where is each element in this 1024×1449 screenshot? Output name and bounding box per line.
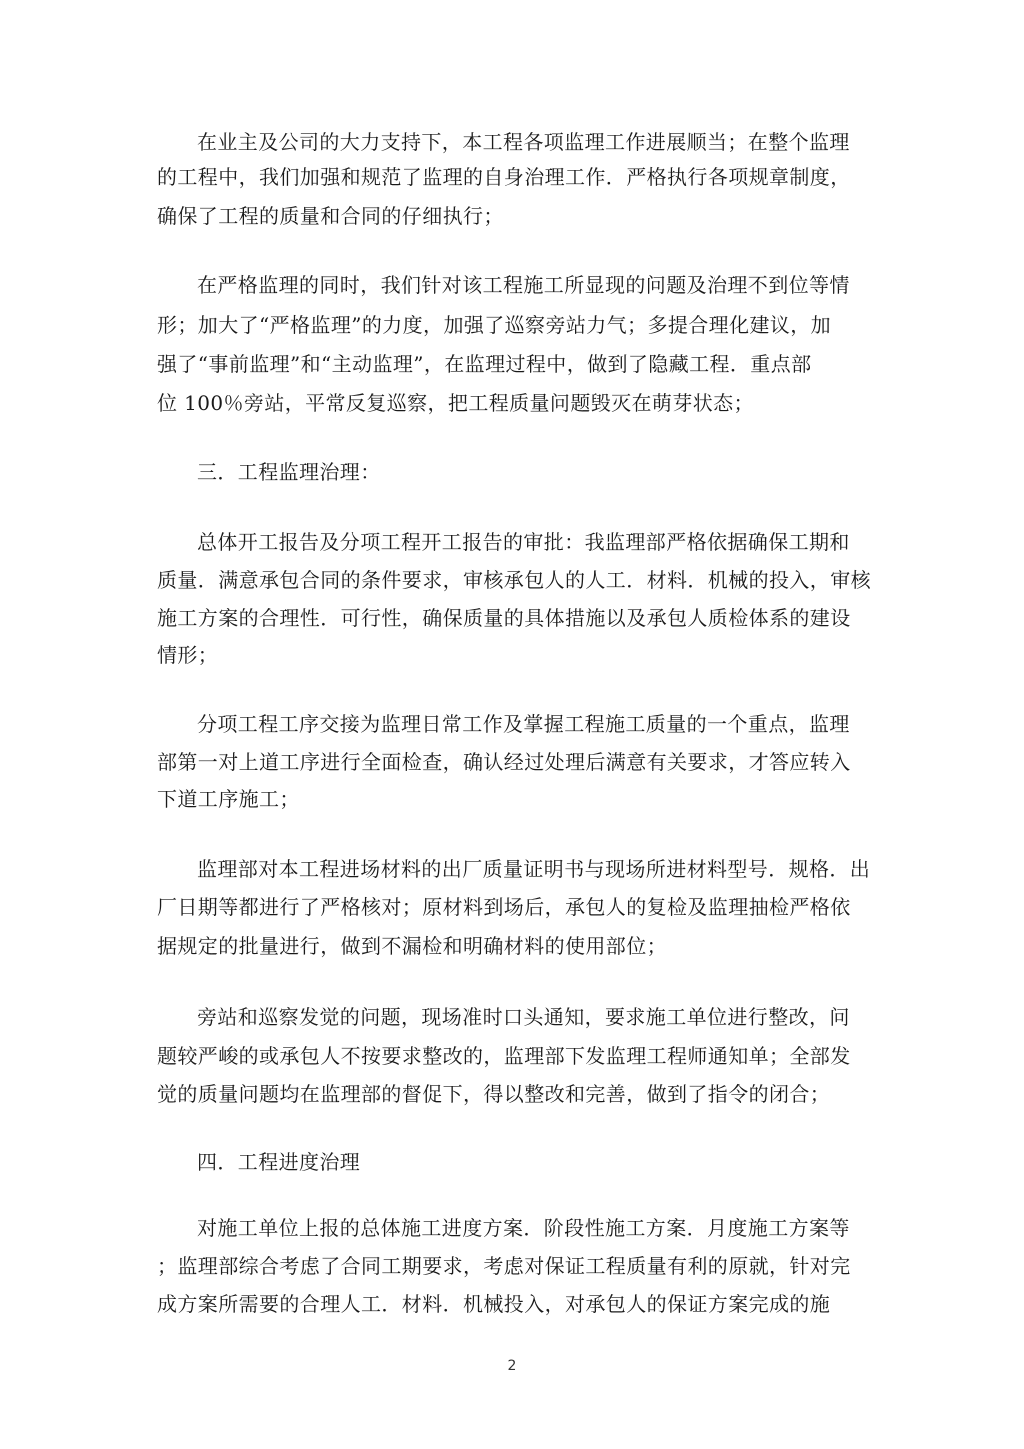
paragraph-5-line-1: 分项工程工序交接为监理日常工作及掌握工程施工质量的一个重点，监理	[197, 712, 850, 736]
paragraph-4-line-1: 总体开工报告及分项工程开工报告的审批：我监理部严格依据确保工期和	[197, 530, 850, 554]
paragraph-6-line-1: 监理部对本工程进场材料的出厂质量证明书与现场所进材料型号．规格．出	[197, 857, 871, 881]
page-number: 2	[507, 1358, 517, 1374]
section-heading-3: 三．工程监理治理：	[197, 460, 381, 484]
paragraph-4-line-4: 情形；	[157, 643, 219, 667]
paragraph-2-line-3: 强了“事前监理”和“主动监理”，在监理过程中，做到了隐藏工程．重点部	[157, 352, 812, 376]
paragraph-9-line-1: 对施工单位上报的总体施工进度方案．阶段性施工方案．月度施工方案等	[197, 1216, 850, 1240]
paragraph-2-line-1: 在严格监理的同时，我们针对该工程施工所显现的问题及治理不到位等情	[197, 273, 850, 297]
paragraph-9-line-2: ；监理部综合考虑了合同工期要求，考虑对保证工程质量有利的原就，针对完	[157, 1254, 851, 1278]
paragraph-2-line-2: 形；加大了“严格监理”的力度，加强了巡察旁站力气；多提合理化建议，加	[157, 313, 832, 337]
paragraph-4-line-2: 质量．满意承包合同的条件要求，审核承包人的人工．材料．机械的投入，审核	[157, 568, 871, 592]
paragraph-6-line-2: 厂日期等都进行了严格核对；原材料到场后，承包人的复检及监理抽检严格依	[157, 895, 851, 919]
paragraph-1-line-3: 确保了工程的质量和合同的仔细执行；	[157, 204, 504, 228]
paragraph-7-line-1: 旁站和巡察发觉的问题，现场准时口头通知，要求施工单位进行整改，问	[197, 1005, 850, 1029]
paragraph-4-line-3: 施工方案的合理性．可行性，确保质量的具体措施以及承包人质检体系的建设	[157, 606, 851, 630]
paragraph-7-line-3: 觉的质量问题均在监理部的督促下，得以整改和完善，做到了指令的闭合；	[157, 1082, 831, 1106]
paragraph-9-line-3: 成方案所需要的合理人工．材料．机械投入，对承包人的保证方案完成的施	[157, 1292, 831, 1316]
paragraph-7-line-2: 题较严峻的或承包人不按要求整改的，监理部下发监理工程师通知单；全部发	[157, 1044, 851, 1068]
paragraph-1-line-2: 的工程中，我们加强和规范了监理的自身治理工作．严格执行各项规章制度，	[157, 165, 851, 189]
paragraph-5-line-3: 下道工序施工；	[157, 787, 300, 811]
paragraph-1-line-1: 在业主及公司的大力支持下，本工程各项监理工作进展顺当；在整个监理	[197, 130, 850, 154]
paragraph-5-line-2: 部第一对上道工序进行全面检查，确认经过处理后满意有关要求，才答应转入	[157, 750, 851, 774]
paragraph-2-line-4: 位 100％旁站，平常反复巡察，把工程质量问题毁灭在萌芽状态；	[157, 391, 754, 415]
section-heading-4: 四．工程进度治理	[197, 1150, 361, 1174]
paragraph-6-line-3: 据规定的批量进行，做到不漏检和明确材料的使用部位；	[157, 934, 667, 958]
